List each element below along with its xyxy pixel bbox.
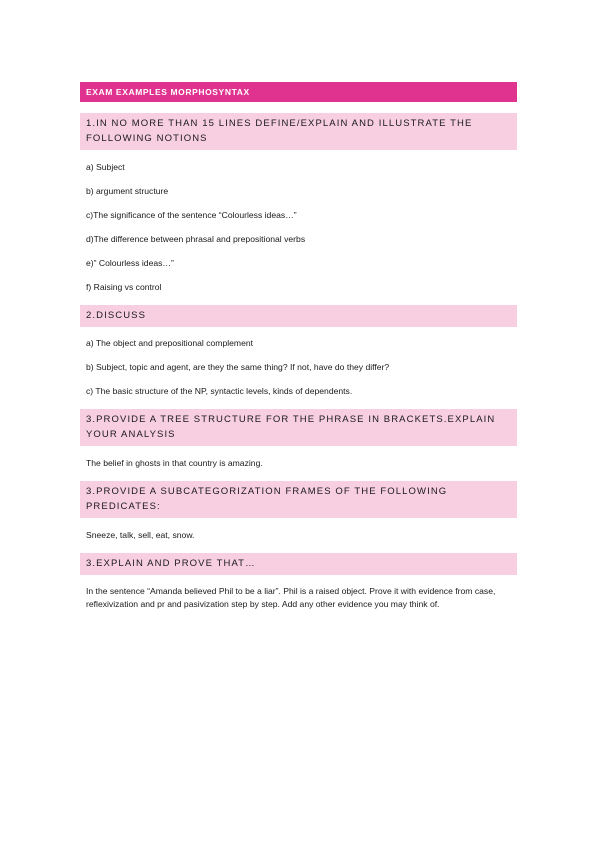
section-2-item-b: b) Subject, topic and agent, are they the same thing? If not, have do they differ?: [86, 362, 390, 372]
section-5-heading: 3.EXPLAIN AND PROVE THAT…: [80, 553, 517, 575]
section-1-heading: 1.IN NO MORE THAN 15 LINES DEFINE/EXPLAIN AND ILLUSTRATE THE FOLLOWING NOTIONS: [80, 113, 517, 150]
section-5-item: In the sentence “Amanda believed Phil to be a liar”. Phil is a raised object. Prove it with evidence from case, reflexivization and pr and pasivization step by step. Add any other evidence you may think of.: [86, 586, 496, 609]
section-1-item-c: c)The significance of the sentence “Colourless ideas…”: [86, 210, 297, 220]
section-3-item: The belief in ghosts in that country is amazing.: [86, 458, 263, 468]
section-1-item-f: f) Raising vs control: [86, 282, 162, 292]
section-2-item-a: a) The object and prepositional complement: [86, 338, 254, 348]
section-2-item-c: c) The basic structure of the NP, syntactic levels, kinds of dependents.: [86, 386, 353, 396]
section-1-item-d: d)The difference between phrasal and prepositional verbs: [86, 234, 306, 244]
section-3-heading: 3.PROVIDE A TREE STRUCTURE FOR THE PHRASE IN BRACKETS.EXPLAIN YOUR ANALYSIS: [80, 409, 517, 446]
section-1-item-a: a) Subject: [86, 162, 125, 172]
section-4-item: Sneeze, talk, sell, eat, snow.: [86, 530, 195, 540]
section-1-item-b: b) argument structure: [86, 186, 169, 196]
document-title: EXAM EXAMPLES MORPHOSYNTAX: [80, 82, 517, 102]
section-4-heading: 3.PROVIDE A SUBCATEGORIZATION FRAMES OF THE FOLLOWING PREDICATES:: [80, 481, 517, 518]
section-2-heading: 2.DISCUSS: [80, 305, 517, 327]
section-1-item-e: e)” Colourless ideas…”: [86, 258, 174, 268]
